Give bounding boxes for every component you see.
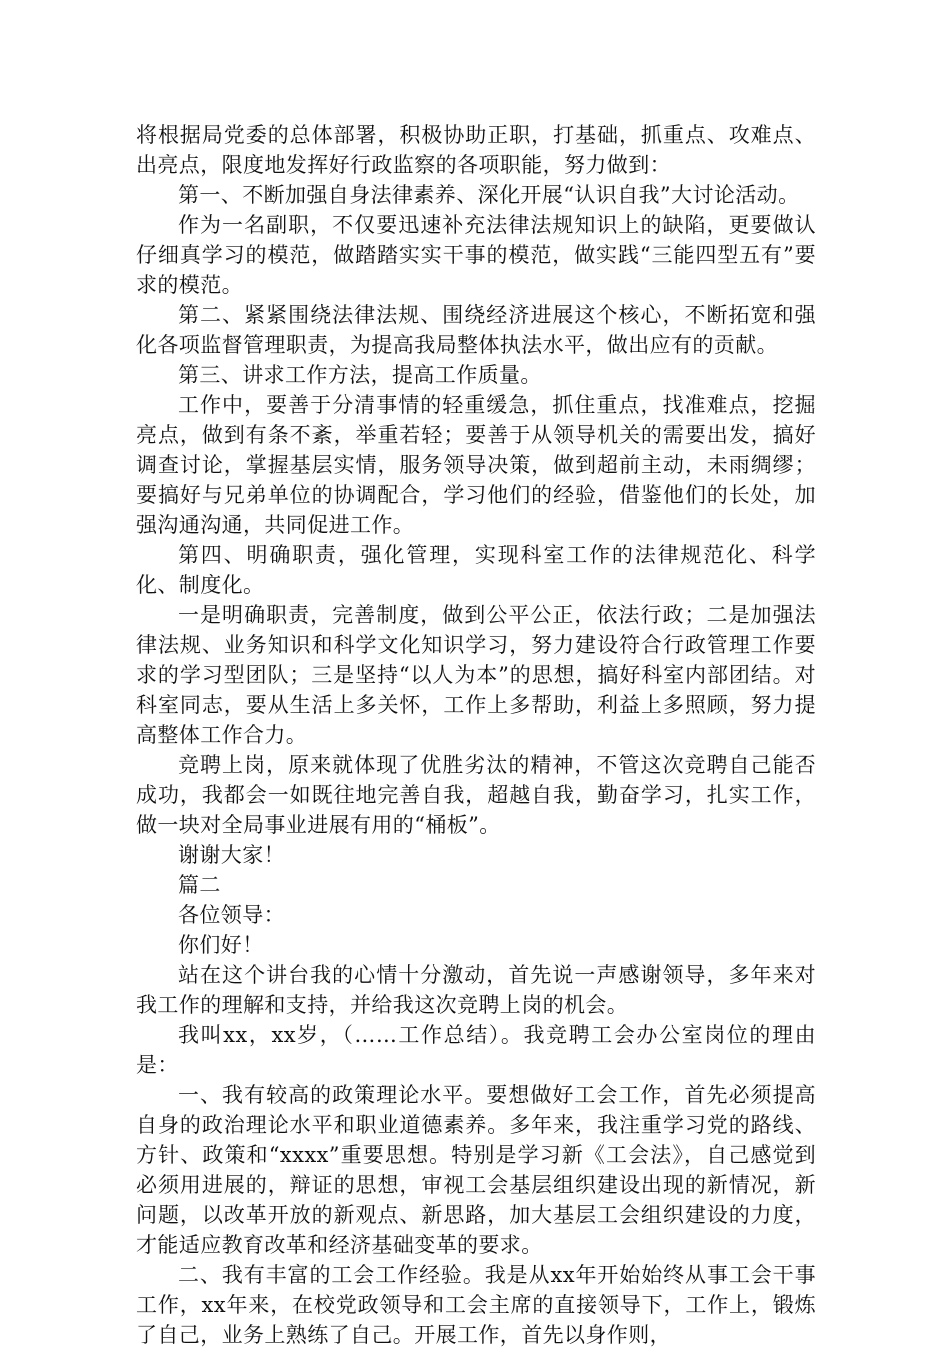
paragraph-9: 竞聘上岗，原来就体现了优胜劣汰的精神，不管这次竞聘自己能否成功，我都会一如既往地完善自我，超越自我，勤奋学习，扎实工作，做一块对全局事业进展有用的“桶板”。 xyxy=(136,753,816,837)
paragraph-2: 第一、不断加强自身法律素养、深化开展“认识自我”大讨论活动。 xyxy=(178,183,800,207)
section-heading: 篇二 xyxy=(178,873,221,897)
greeting: 你们好！ xyxy=(178,933,264,957)
paragraph-15: 我叫xx，xx岁，（……工作总结）。我竞聘工会办公室岗位的理由是： xyxy=(136,1023,816,1077)
paragraph-6: 工作中，要善于分清事情的轻重缓急，抓住重点，找准难点，挖掘亮点，做到有条不紊，举重若轻；要善于从领导机关的需要出发，搞好调查讨论，掌握基层实情，服务领导决策，做到超前主动，未雨绸缪；要搞好与兄弟单位的协调配合，学习他们的经验，借鉴他们的长处，加强沟通沟通，共同促进工作。 xyxy=(136,393,816,537)
closing-thanks: 谢谢大家！ xyxy=(178,843,285,867)
paragraph-3: 作为一名副职，不仅要迅速补充法律法规知识上的缺陷，更要做认仔细真学习的模范，做踏踏实实干事的模范，做实践“三能四型五有”要求的模范。 xyxy=(136,213,816,297)
salutation: 各位领导： xyxy=(178,903,285,927)
paragraph-5: 第三、讲求工作方法，提高工作质量。 xyxy=(178,363,542,387)
paragraph-1: 将根据局党委的总体部署，积极协助正职，打基础，抓重点、攻难点、出亮点，限度地发挥好行政监察的各项职能，努力做到： xyxy=(136,123,816,177)
paragraph-16: 一、我有较高的政策理论水平。要想做好工会工作，首先必须提高自身的政治理论水平和职业道德素养。多年来，我注重学习党的路线、方针、政策和“xxxx”重要思想。特别是学习新《工会法》，自己感觉到必须用进展的，辩证的思想，审视工会基层组织建设出现的新情况，新问题，以改革开放的新观点、新思路，加大基层工会组织建设的力度，才能适应教育改革和经济基础变革的要求。 xyxy=(136,1083,816,1257)
paragraph-8: 一是明确职责，完善制度，做到公平公正，依法行政；二是加强法律法规、业务知识和科学文化知识学习，努力建设符合行政管理工作要求的学习型团队；三是坚持“以人为本”的思想，搞好科室内部团结。对科室同志，要从生活上多关怀，工作上多帮助，利益上多照顾，努力提高整体工作合力。 xyxy=(136,603,816,747)
paragraph-14: 站在这个讲台我的心情十分激动，首先说一声感谢领导，多年来对我工作的理解和支持，并给我这次竞聘上岗的机会。 xyxy=(136,963,816,1017)
paragraph-7: 第四、明确职责，强化管理，实现科室工作的法律规范化、科学化、制度化。 xyxy=(136,543,816,597)
paragraph-4: 第二、紧紧围绕法律法规、围绕经济进展这个核心，不断拓宽和强化各项监督管理职责，为提高我局整体执法水平，做出应有的贡献。 xyxy=(136,303,816,357)
document-page xyxy=(136,120,816,1350)
paragraph-17: 二、我有丰富的工会工作经验。我是从xx年开始始终从事工会干事工作，xx年来，在校党政领导和工会主席的直接领导下，工作上，锻炼了自己，业务上熟练了自己。开展工作，首先以身作则， xyxy=(136,1263,816,1347)
